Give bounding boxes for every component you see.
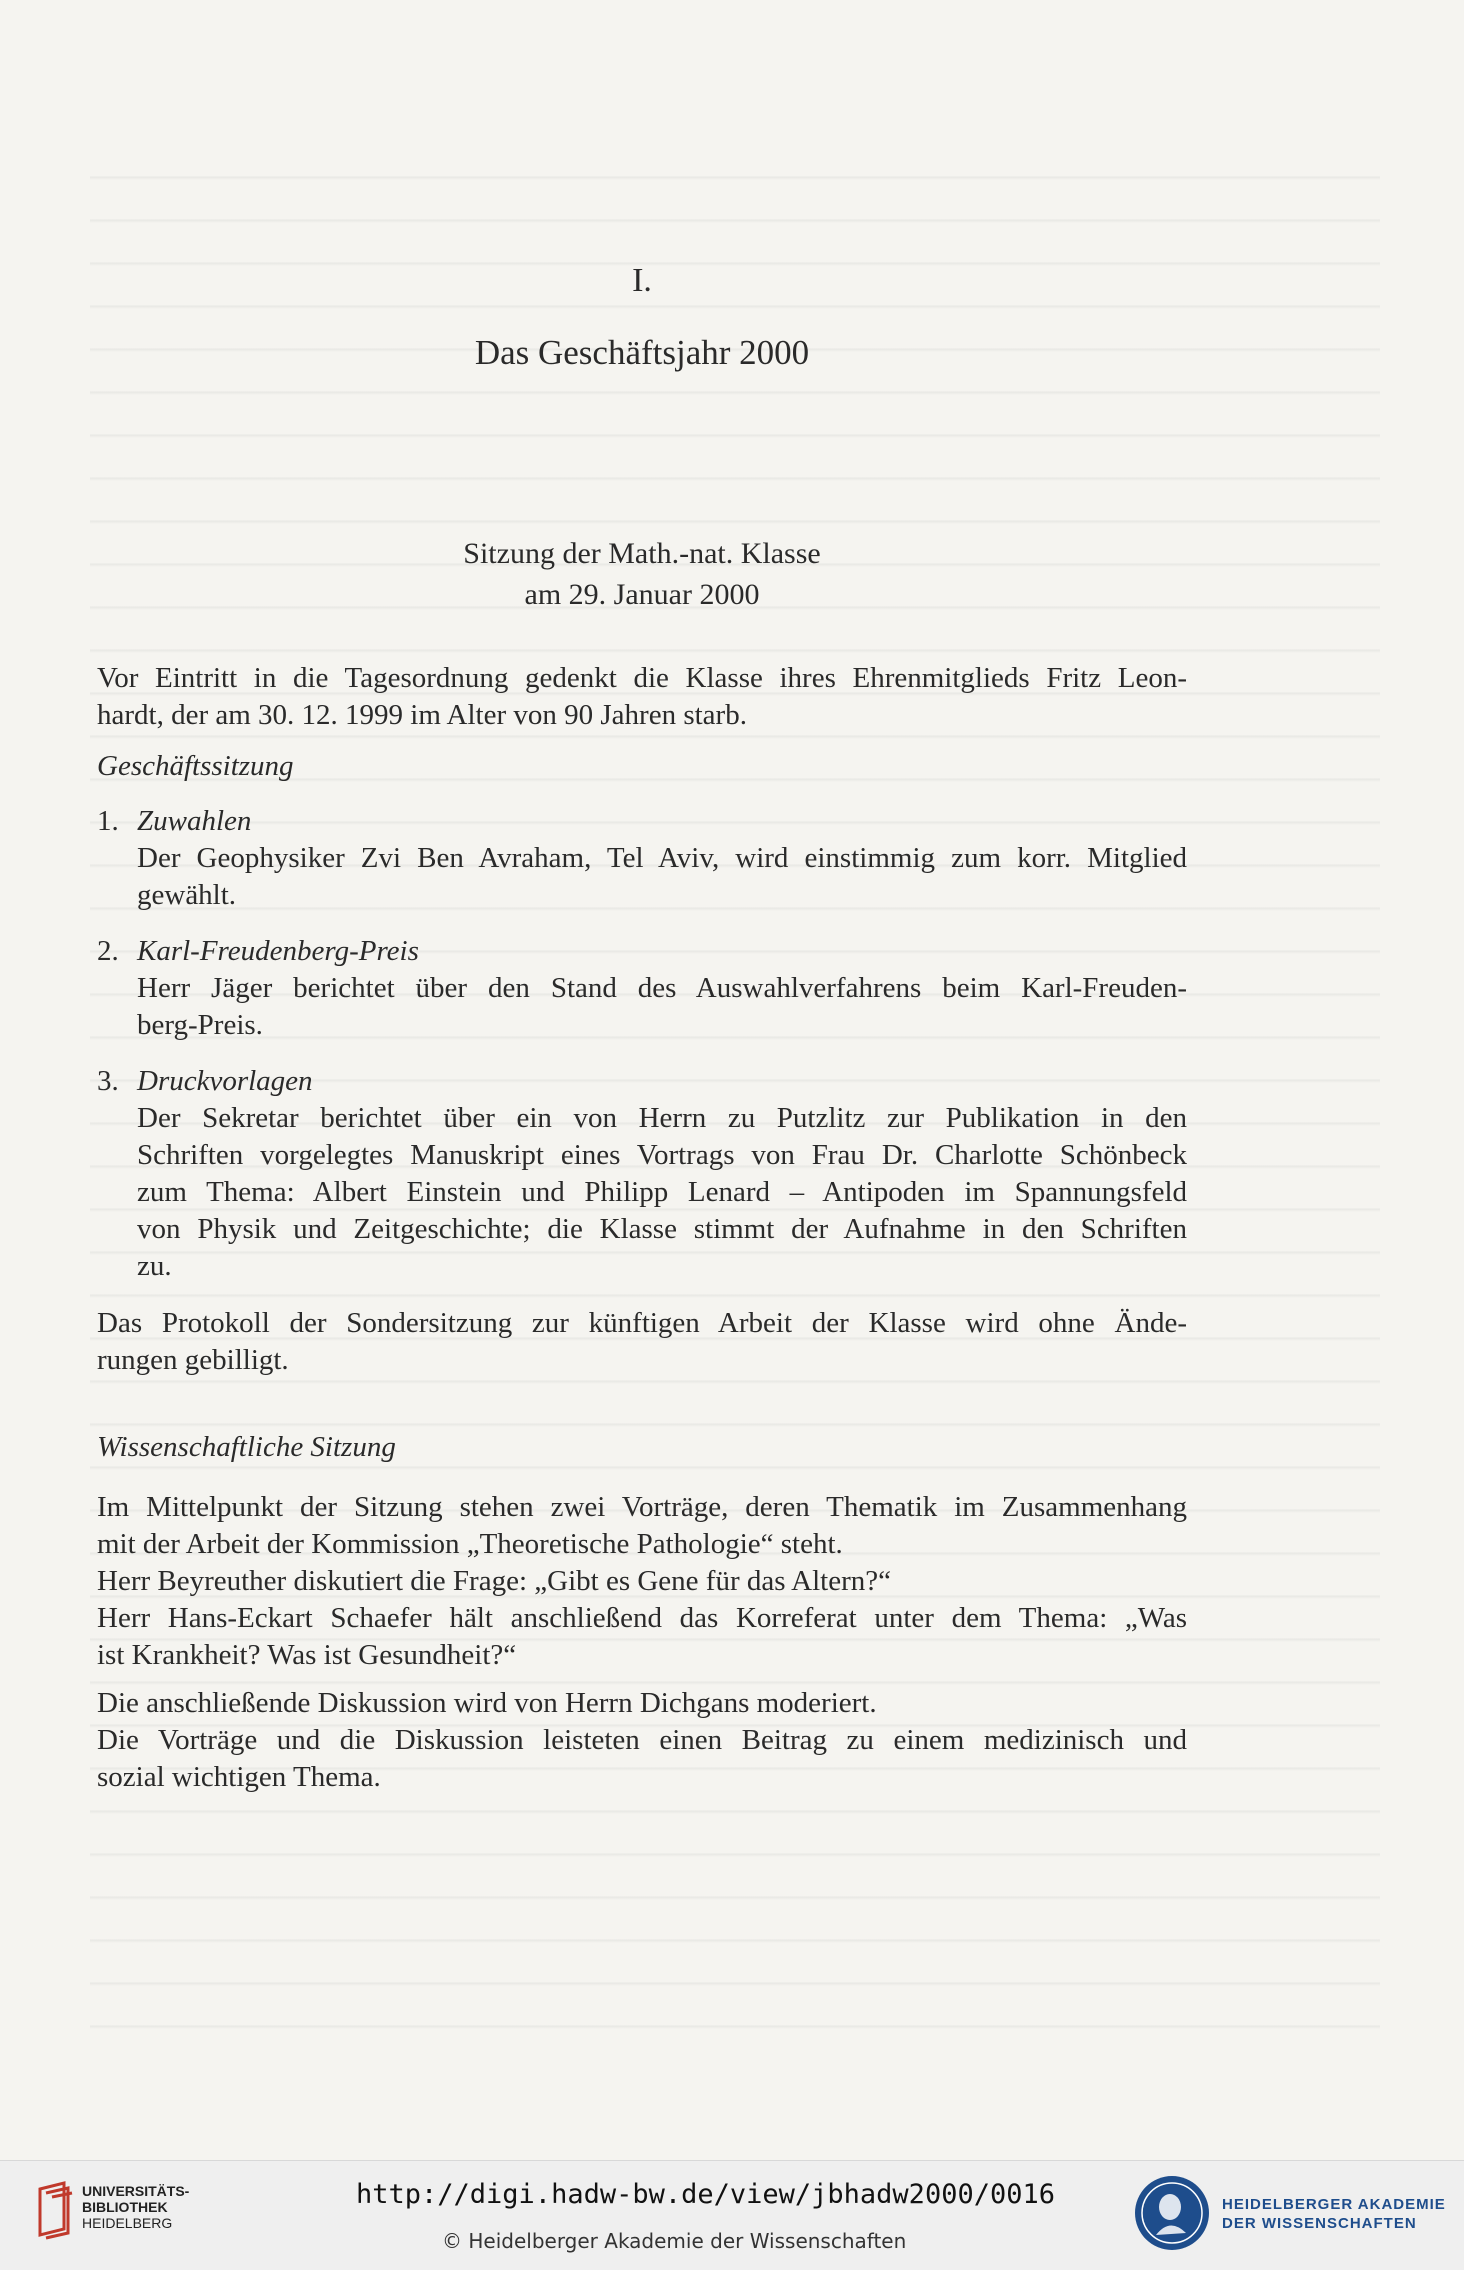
item-2-line-2: berg-Preis.	[137, 1009, 263, 1041]
item-3-number: 3.	[97, 1065, 119, 1097]
scientific-paragraph-1	[97, 1489, 1187, 1674]
scientific-p2-line-1: Die anschließende Diskussion wird von Herrn Dichgans moderiert.	[97, 1687, 877, 1719]
scientific-p2-line-2: Die Vorträge und die Diskussion leisteten einen Beitrag zu einem medizinisch und	[97, 1724, 1187, 1756]
library-line-1: UNIVERSITÄTS-	[82, 2183, 190, 2199]
protocol-line-2: rungen gebilligt.	[97, 1344, 289, 1376]
scientific-p1-line-1: Im Mittelpunkt der Sitzung stehen zwei Vorträge, deren Thematik im Zusammenhang	[97, 1491, 1187, 1523]
academy-line-1: HEIDELBERGER AKADEMIE	[1222, 2196, 1446, 2213]
scientific-heading: Wissenschaftliche Sitzung	[97, 1431, 396, 1463]
session-title-line2: am 29. Januar 2000	[524, 578, 760, 611]
chapter-number: I.	[632, 262, 652, 299]
item-3-line-1: Der Sekretar berichtet über ein von Herrn zu Putzlitz zur Publikation in den	[137, 1102, 1187, 1134]
scientific-p1-line-5: ist Krankheit? Was ist Gesundheit?“	[97, 1639, 517, 1671]
university-library-logo-icon[interactable]	[34, 2179, 74, 2247]
item-1-number: 1.	[97, 805, 119, 837]
item-3-line-5: zu.	[137, 1250, 172, 1282]
item-3-line-3: zum Thema: Albert Einstein und Philipp Lenard – Antipoden im Spannungsfeld	[137, 1176, 1187, 1208]
scientific-p2-line-3: sozial wichtigen Thema.	[97, 1761, 381, 1793]
item-3-line-2: Schriften vorgelegtes Manuskript eines Vortrags von Frau Dr. Charlotte Schönbeck	[137, 1139, 1187, 1171]
item-2-title: Karl-Freudenberg-Preis	[137, 935, 419, 967]
library-name[interactable]	[82, 2183, 189, 2231]
intro-paragraph	[97, 660, 1187, 734]
academy-line-2: DER WISSENSCHAFTEN	[1222, 2215, 1417, 2232]
footer-bar	[0, 2160, 1464, 2270]
intro-line-1: Vor Eintritt in die Tagesordnung gedenkt die Klasse ihres Ehrenmitglieds Fritz Leon-	[97, 662, 1187, 694]
intro-line-2: hardt, der am 30. 12. 1999 im Alter von 90 Jahren starb.	[97, 699, 747, 731]
business-heading: Geschäftssitzung	[97, 750, 294, 782]
scientific-p1-line-2: mit der Arbeit der Kommission „Theoretische Pathologie“ steht.	[97, 1528, 843, 1560]
session-title-line1: Sitzung der Math.-nat. Klasse	[463, 537, 821, 570]
copyright-notice: © Heidelberger Akademie der Wissenschaften	[442, 2229, 907, 2253]
library-line-2: BIBLIOTHEK	[82, 2199, 168, 2215]
item-2-number: 2.	[97, 935, 119, 967]
scientific-p1-line-3: Herr Beyreuther diskutiert die Frage: „Gibt es Gene für das Altern?“	[97, 1565, 891, 1597]
item-3-line-4: von Physik und Zeitgeschichte; die Klasse stimmt der Aufnahme in den Schriften	[137, 1213, 1187, 1245]
chapter-title: Das Geschäftsjahr 2000	[474, 333, 810, 372]
scientific-p1-line-4: Herr Hans-Eckart Schaefer hält anschließend das Korreferat unter dem Thema: „Was	[97, 1602, 1187, 1634]
academy-name[interactable]	[1222, 2195, 1446, 2233]
item-1-title: Zuwahlen	[137, 805, 252, 837]
protocol-paragraph	[97, 1305, 1187, 1379]
item-3-title: Druckvorlagen	[137, 1065, 313, 1097]
permalink-url[interactable]: http://digi.hadw-bw.de/view/jbhadw2000/0016	[356, 2179, 1055, 2210]
scientific-paragraph-2	[97, 1685, 1187, 1796]
protocol-line-1: Das Protokoll der Sondersitzung zur künftigen Arbeit der Klasse wird ohne Ände-	[97, 1307, 1187, 1339]
item-1-line-1: Der Geophysiker Zvi Ben Avraham, Tel Aviv, wird einstimmig zum korr. Mitglied	[137, 842, 1187, 874]
academy-seal-icon[interactable]	[1132, 2173, 1212, 2257]
item-2-line-1: Herr Jäger berichtet über den Stand des Auswahlverfahrens beim Karl-Freuden-	[137, 972, 1187, 1004]
library-line-3: HEIDELBERG	[82, 2215, 173, 2231]
item-1-line-2: gewählt.	[137, 879, 237, 911]
